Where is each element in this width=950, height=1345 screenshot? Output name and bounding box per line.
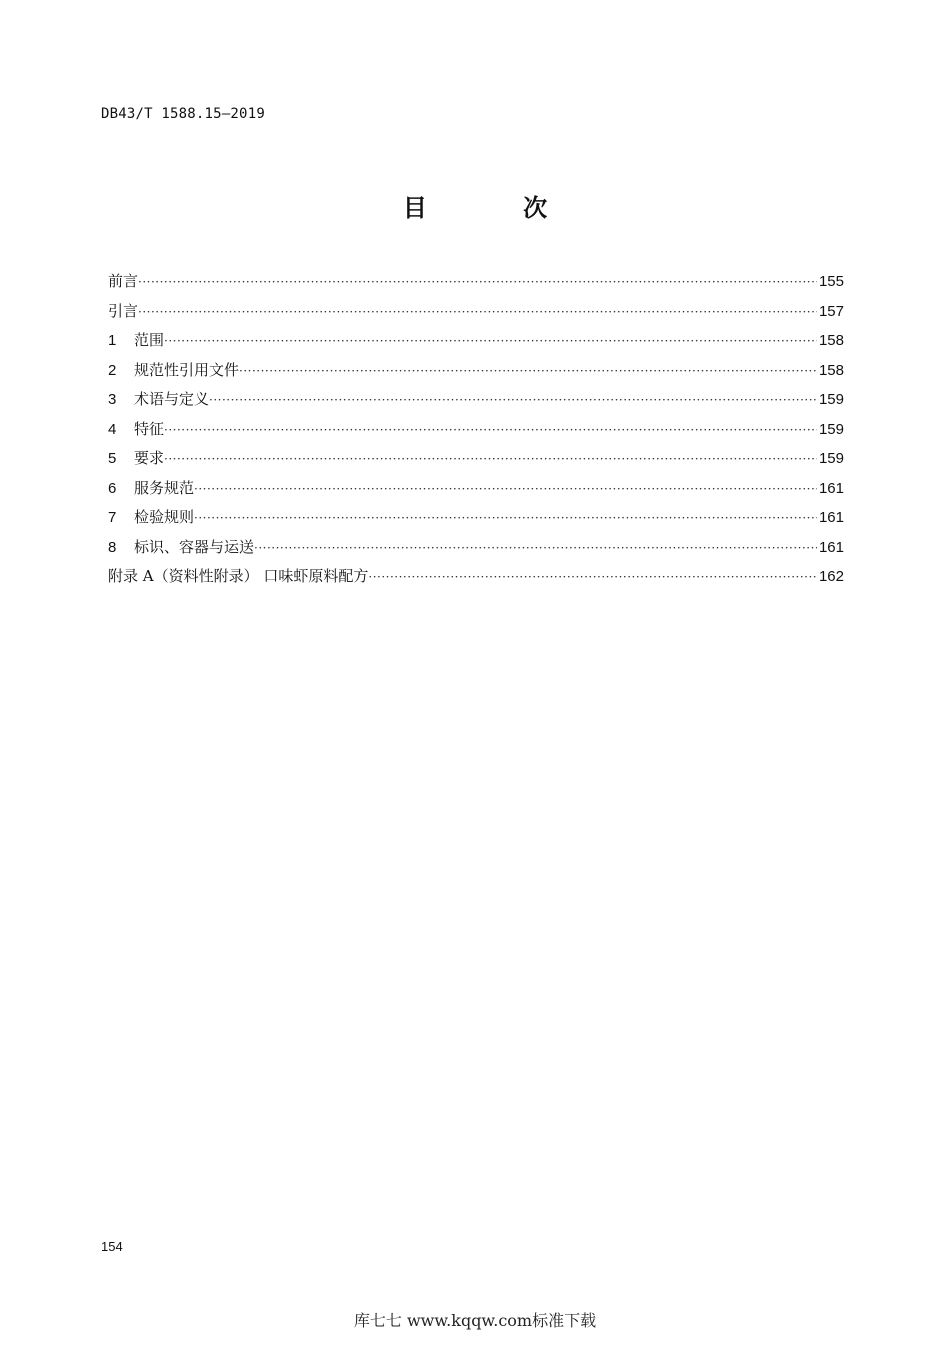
page-number: 154	[101, 1239, 123, 1254]
toc-entry-label: 要求	[134, 449, 165, 467]
toc-entry[interactable]	[108, 418, 844, 448]
toc-entry-label: 术语与定义	[134, 390, 210, 408]
toc-entry-page: 157	[818, 302, 844, 320]
toc-entry-label: 规范性引用文件	[134, 360, 240, 379]
toc-entry-label: 附录 A（资料性附录） 口味虾原料配方	[108, 567, 369, 585]
toc-entry-label: 检验规则	[134, 508, 195, 526]
toc-entry-number: 1	[108, 332, 117, 349]
toc-entry[interactable]	[108, 388, 844, 418]
toc-leader-dots	[138, 305, 817, 319]
toc-leader-dots	[164, 423, 817, 437]
toc-entry-label: 特征	[134, 419, 165, 438]
toc-entry-label: 服务规范	[134, 478, 195, 497]
toc-entry-page: 161	[818, 538, 844, 556]
toc-leader-dots	[164, 334, 817, 348]
toc-entry-label: 前言	[108, 272, 139, 290]
toc-entry-page: 158	[818, 361, 844, 379]
document-code: DB43/T 1588.15—2019	[101, 106, 265, 122]
toc-entry-number: 7	[108, 509, 117, 526]
toc-entry-label: 标识、容器与运送	[134, 537, 255, 556]
table-of-contents	[108, 270, 844, 595]
toc-leader-dots	[194, 482, 817, 496]
toc-entry-number: 2	[108, 361, 117, 379]
toc-entry[interactable]	[108, 300, 844, 330]
toc-entry-page: 161	[818, 509, 844, 526]
toc-leader-dots	[138, 275, 817, 289]
toc-entry-page: 161	[818, 479, 844, 497]
toc-entry-page: 155	[818, 273, 844, 290]
toc-entry-annex[interactable]	[108, 565, 844, 595]
toc-leader-dots	[368, 570, 817, 584]
toc-entry-number: 4	[108, 420, 117, 438]
toc-entry-page: 159	[818, 391, 844, 408]
footer-watermark: 库七七 www.kqqw.com标准下载	[353, 1311, 597, 1330]
toc-entry-label: 范围	[134, 331, 165, 349]
toc-entry[interactable]	[108, 477, 844, 507]
page-title: 目 次	[402, 194, 592, 222]
toc-entry-number: 8	[108, 538, 117, 556]
toc-entry-number: 3	[108, 391, 117, 408]
toc-leader-dots	[164, 452, 817, 466]
toc-entry[interactable]	[108, 536, 844, 566]
toc-entry-page: 162	[818, 568, 844, 585]
toc-leader-dots	[239, 364, 817, 378]
toc-entry[interactable]	[108, 359, 844, 389]
toc-entry-label: 引言	[108, 301, 139, 320]
toc-entry-page: 159	[818, 420, 844, 438]
toc-entry-number: 6	[108, 479, 117, 497]
toc-leader-dots	[209, 393, 817, 407]
toc-entry-page: 159	[818, 450, 844, 467]
toc-entry[interactable]	[108, 329, 844, 359]
toc-entry-page: 158	[818, 332, 844, 349]
toc-entry[interactable]	[108, 447, 844, 477]
toc-leader-dots	[254, 541, 817, 555]
toc-entry[interactable]	[108, 506, 844, 536]
toc-entry[interactable]	[108, 270, 844, 300]
toc-entry-number: 5	[108, 450, 117, 467]
toc-leader-dots	[194, 511, 817, 525]
